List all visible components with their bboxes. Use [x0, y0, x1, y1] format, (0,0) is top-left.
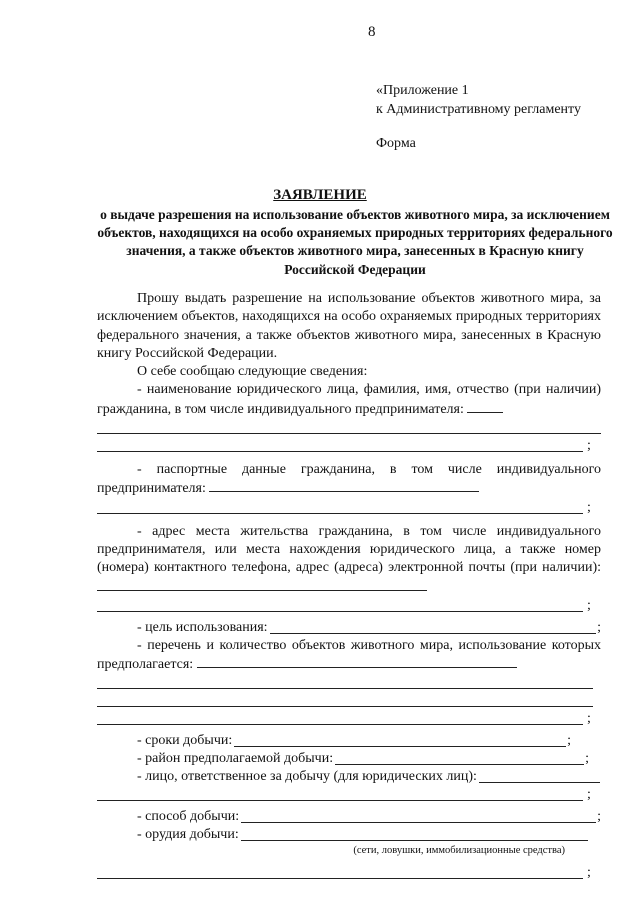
field-name-label	[97, 381, 601, 419]
field-passport-line[interactable]	[209, 479, 479, 492]
field-method-row	[97, 808, 601, 826]
form-label: Форма	[376, 136, 416, 151]
field-name-text: - наименование юридического лица, фамилия, имя, отчество (при наличии) гражданина, в том числе индивидуального предпринимателя:	[97, 382, 601, 417]
document-subtitle: о выдаче разрешения на использование объектов животного мира, за исключением объектов, находящихся на особо охраняемых природных территориях федерального значения, а также объектов животного мира, занесенных в Красную книгу Российской Федерации	[97, 207, 613, 277]
field-passport-text: - паспортные данные гражданина, в том числе индивидуального предпринимателя:	[97, 462, 601, 497]
lead-text: О себе сообщаю следующие сведения:	[137, 364, 368, 380]
field-purpose-label: - цель использования:	[137, 619, 268, 635]
semicolon: ;	[597, 619, 601, 635]
field-responsible-line-2[interactable]	[97, 786, 601, 804]
field-method-label: - способ добычи:	[137, 809, 240, 825]
semicolon: ;	[587, 787, 591, 803]
field-passport-line-2[interactable]	[97, 499, 601, 517]
field-address-line[interactable]	[97, 578, 427, 591]
appendix-header	[376, 82, 581, 120]
semicolon: ;	[587, 499, 591, 515]
field-responsible-row	[97, 768, 601, 786]
field-purpose-line[interactable]	[270, 619, 597, 634]
field-list-text: - перечень и количество объектов животного мира, использование которых предполагается:	[97, 637, 601, 673]
field-terms-line[interactable]	[234, 732, 566, 747]
field-address-text: - адрес места жительства гражданина, в том числе индивидуального предпринимателя, или места нахождения юридического лица, а также номер (номера) контактного телефона, адрес (адреса) электронной почты (при наличии):	[97, 523, 601, 576]
form-body	[97, 290, 601, 882]
field-tools-hint: (сети, ловушки, иммобилизационные средства)	[353, 845, 565, 857]
field-tools-line-2[interactable]	[97, 864, 601, 882]
field-address-line-2[interactable]	[97, 597, 601, 615]
field-method-line[interactable]	[241, 808, 596, 823]
semicolon: ;	[587, 597, 591, 613]
field-list-label	[97, 637, 601, 675]
field-area-label: - район предполагаемой добычи:	[137, 751, 334, 767]
field-tools-line[interactable]	[241, 826, 588, 841]
semicolon: ;	[587, 711, 591, 727]
field-tools-row	[97, 826, 601, 844]
semicolon: ;	[587, 865, 591, 881]
semicolon: ;	[585, 751, 589, 767]
field-tools-label: - орудия добычи:	[137, 827, 239, 843]
field-responsible-label: - лицо, ответственное за добычу (для юридических лиц):	[137, 769, 477, 785]
field-list-line-4[interactable]	[97, 710, 601, 728]
semicolon: ;	[597, 809, 601, 825]
field-name-line-3[interactable]	[97, 437, 601, 455]
field-name-line[interactable]	[467, 400, 503, 413]
semicolon: ;	[567, 733, 571, 749]
field-area-line[interactable]	[335, 750, 584, 765]
field-area-row	[97, 750, 601, 768]
field-responsible-line[interactable]	[479, 768, 600, 783]
field-name-line-2[interactable]	[97, 419, 601, 437]
field-list-line[interactable]	[197, 655, 517, 668]
field-address-label	[97, 523, 601, 597]
field-passport-label	[97, 461, 601, 499]
intro-paragraph: Прошу выдать разрешение на использование объектов животного мира, за исключением объектов, находящихся на особо охраняемых природных территориях федерального значения, а также объектов животного мира, занесенных в Красную книгу Российской Федерации.	[97, 291, 601, 361]
field-list-line-3[interactable]	[97, 692, 601, 710]
field-terms-row	[97, 732, 601, 750]
semicolon: ;	[587, 438, 591, 454]
appendix-line-1: «Приложение 1	[376, 83, 469, 98]
document-title: ЗАЯВЛЕНИЕ	[273, 187, 367, 203]
page-number: 8	[368, 24, 376, 40]
field-purpose-row	[97, 619, 601, 637]
appendix-line-2: к Административному регламенту	[376, 102, 581, 117]
field-terms-label: - сроки добычи:	[137, 733, 233, 749]
field-list-line-2[interactable]	[97, 674, 601, 692]
